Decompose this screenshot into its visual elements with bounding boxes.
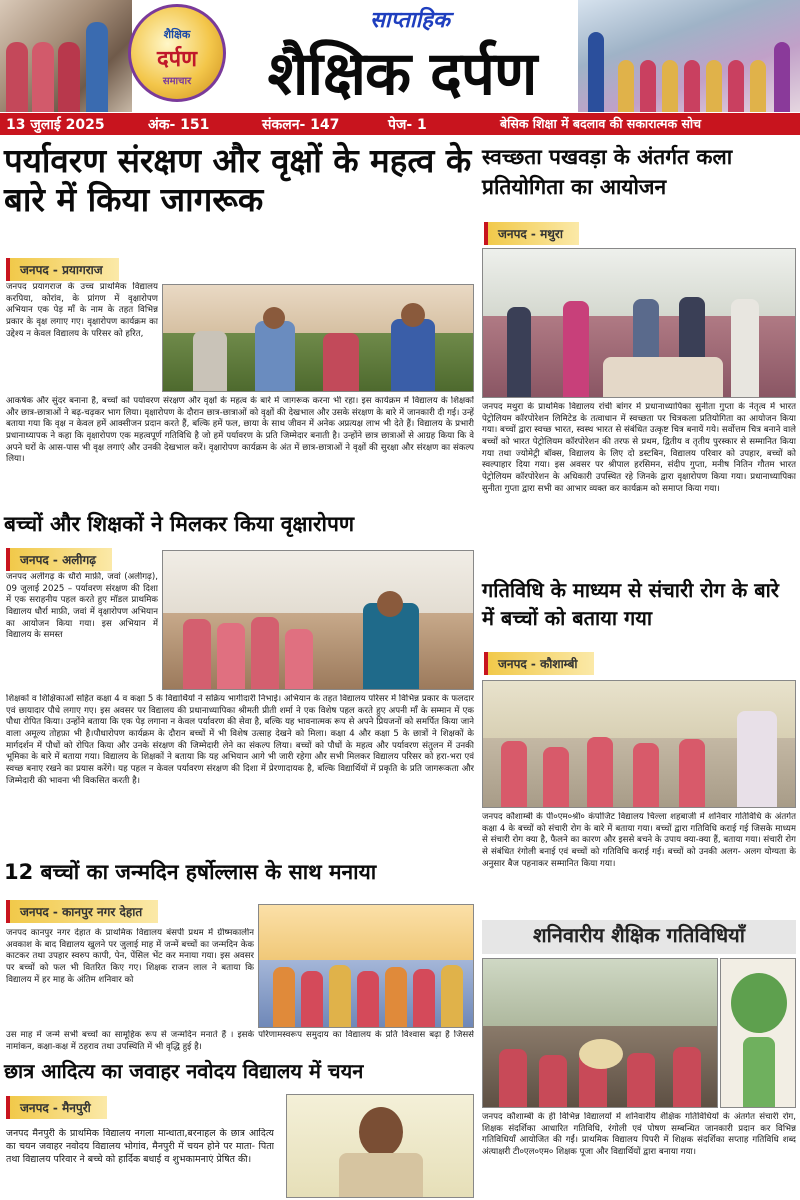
photo-mathura <box>482 248 796 398</box>
left-column <box>0 140 478 1200</box>
headline-saturday: शनिवारीय शैक्षिक गतिविधियाँ <box>533 923 745 947</box>
photo-aligarh <box>162 550 474 690</box>
logo-line1: शैक्षिक <box>163 28 191 41</box>
masthead <box>0 0 800 112</box>
tag-prayagraj: जनपद - प्रयागराज <box>6 258 119 281</box>
text-mainpuri: जनपद मैनपुरी के प्राथमिक विद्यालय नगला मान्धाता,बरनाहल के छात्र आदित्य का चयन जवाहर नवोदय विद्यालय भोगांव, मैनपुरी में चयन होने पर माता- पिता तथा विद्यालय परिवार ने बच्चे को हार्दिक बधाई व शुभकामनाएं प्रेषित की। <box>6 1128 274 1165</box>
section-bar-saturday <box>482 920 796 954</box>
text-kaushambi: जनपद कौशाम्बी के पी०एम०श्री० कंपोजिट विद्यालय चिल्ला शहबाजी में शनिवार गतिविधि के अंतर्गत कक्षा 4 के बच्चों को संचारी रोग के बारे में बताया गया। बच्चों द्वारा गतिविधि कराई गई जिसके माध्यम से संचारी रोग क्या है, फैलने का कारण और इससे बचने के उपाय क्या-क्या हैं, बताया गया। संचारी रोग से संबंधित रंगोली बनाई एवं बच्चों को गतिविधि कराई गई। बच्चों को उनकी अलग- अलग योग्यता के अनुसार बैज पहनाकर सम्मानित किया गया। <box>482 812 796 869</box>
text-saturday: जनपद कौशाम्बी के ही विभिन्न विद्यालयों में शनिवारीय शैक्षिक गतिविधियों के अंतर्गत संचारी रोग, शिक्षक संदर्शिका आधारित गतिविधि, रंगोली एवं पोषण सम्बन्धित जानकारी प्रदान कर विभिन्न गतिविधियाँ आयोजित की गईं। प्राथमिक विद्यालय पिपरी में शिक्षक संदर्शिका सप्ताह गतिविधि शब्द अंत्याक्षरी टी०एल०एम० शिक्षक पूजा और विद्यार्थियों द्वारा बनाया गया। <box>482 1112 796 1158</box>
photo-saturday <box>482 958 718 1108</box>
headline-aligarh: बच्चों और शिक्षकों ने मिलकर किया वृक्षारोपण <box>4 512 355 536</box>
tagline: बेसिक शिक्षा में बदलाव की सकारात्मक सोच <box>500 116 702 131</box>
right-column <box>480 140 800 1200</box>
masthead-title: शैक्षिक दर्पण <box>267 39 537 109</box>
tag-mainpuri: जनपद - मैनपुरी <box>6 1096 107 1119</box>
headline-mathura: स्वच्छता पखवड़ा के अंतर्गत कला प्रतियोगिता का आयोजन <box>482 145 733 200</box>
headline-kaushambi: गतिविधि के माध्यम से संचारी रोग के बारे में बच्चों को बताया गया <box>482 578 779 630</box>
text-prayagraj-side: जनपद प्रयागराज के उच्च प्राथमिक विद्यालय करपिया, कोरांव, के प्रांगण में वृक्षारोपण अभियान एक पेड़ माँ के नाम के तहत विभिन्न प्रकार के वृक्ष लगाए गए। वृक्षारोपण कार्यक्रम का उद्देश्य न केवल विद्यालय के परिसर को हरित, <box>6 282 158 339</box>
text-kanpur: उस माह में जन्मे सभी बच्चों का सामूहिक रूप से जन्मदिन मनाते हैं । इसके परिणामस्वरूप समुदाय का विद्यालय के प्रति विश्वास बढ़ा है जिससे नामांकन, कक्षा-कक्ष में ठहराव तथा उपस्थिति में भी वृद्धि हुई है। <box>6 1030 474 1052</box>
photo-mainpuri <box>286 1094 474 1198</box>
logo-line2: दर्पण <box>156 46 198 72</box>
tag-kanpur: जनपद - कानपुर नगर देहात <box>6 900 158 923</box>
issue-number: अंक- 151 <box>148 117 210 133</box>
photo-kanpur <box>258 904 474 1028</box>
text-mathura: जनपद मथुरा के प्राथमिक विद्यालय रांची बांगर में प्रधानाध्यापिका सुनीता गुप्ता के नेतृत्व में भारत पेट्रोलियम कॉरपोरेशन लिमिटेड के तत्वाधान में स्वच्छता पर चित्रकला प्रतियोगिता का आयोजन किया गया। बच्चों द्वारा स्वच्छ भारत, स्वस्थ भारत से संबंधित उत्कृष्ट चित्र बनायें गये। सर्वोत्तम चित्र बनाने वाले बच्चों को भारत पेट्रोलियम कॉरपोरेशन की तरफ से प्रथम, द्वितीय व तृतीय पुरस्कार से सम्मानित किया गया तथा ज्योमेट्री बॉक्स, विद्यालय के लिए दो डस्टबिन, विद्यालय परिवार को उपहार, बच्चों को स्वल्पाहार दिया गया। इस अवसर पर श्रीपाल हरसिमन, संदीप गुप्ता, मनीष नितिन गौतम भारत पेट्रोलियम कॉरपोरेशन के अधिकारी उपस्थित रहे जिनके द्वारा वृक्षारोपण किया गया। प्रधानाध्यापिका सुनीता गुप्ता द्वारा सभी का आभार व्यक्त कर कार्यक्रम को समाप्त किया गया। <box>482 402 796 494</box>
info-bar <box>0 113 800 135</box>
logo-badge <box>128 4 226 102</box>
masthead-photo-left <box>0 0 132 112</box>
photo-prayagraj <box>162 284 474 392</box>
text-prayagraj: आकर्षक और सुंदर बनाना है, बच्चों को पर्यावरण संरक्षण और वृक्षों के महत्व के बारे में जागरूक करना भी रहा। इस कार्यक्रम में विद्यालय के शिक्षकों और छात्र-छात्राओं ने बढ़-चढ़कर भाग लिया। वृक्षारोपण के दौरान छात्र-छात्राओं को वृक्षों की देखभाल और उसके संरक्षण के बारे में जानकारी दी गई। उन्हें बताया गया कि वृक्ष न केवल हमें आक्सीजन प्रदान करते हैं, बल्कि हमें फल, छाया के साथ जीवन में अनेक अप्रत्यक्ष लाभ भी देते हैं। विद्यालय के प्रभारी प्रधानाध्यापक ने कहा कि वृक्षारोपण एक महत्वपूर्ण गतिविधि है जो हमें पर्यावरण के प्रति जिम्मेदार बनाती है। उन्होंने छात्र छात्राओं से आग्रह किया कि वे अपने घरों के आस-पास भी वृक्ष लगाएं और उनकी देखभाल करें। वृक्षारोपण कार्यक्रम के अंत में छात्र-छात्राओं ने वृक्षों की सुरक्षा और संरक्षण का संकल्प लिया। <box>6 396 474 465</box>
text-kanpur-side: जनपद कानपुर नगर देहात के प्राथमिक विद्यालय बंसपी प्रथम में ग्रीष्मकालीन अवकाश के बाद विद्यालय खुलने पर जुलाई माह में जन्में बच्चों का जन्मदिन केक काटकर तथा उपहार स्वरुप कापी, पेन, पेंसिल भेंट कर मनाया गया। इस अवसर पर बच्चों को फल भी वितरित किए गए। शिक्षक राजन लाल ने बताया कि विद्यालय में हर माह के अंतिम शनिवार को <box>6 928 254 985</box>
photo-saturday-tlm <box>720 958 796 1108</box>
compilation-number: संकलन- 147 <box>262 117 340 133</box>
tag-aligarh: जनपद - अलीगढ़ <box>6 548 112 571</box>
tag-kaushambi: जनपद - कौशाम्बी <box>484 652 594 675</box>
headline-prayagraj: पर्यावरण संरक्षण और वृक्षों के महत्व के बारे में किया जागरूक <box>4 141 472 219</box>
headline-mainpuri: छात्र आदित्य का जवाहर नवोदय विद्यालय में चयन <box>4 1059 364 1083</box>
masthead-weekly: साप्ताहिक <box>370 8 450 33</box>
headline-kanpur: 12 बच्चों का जन्मदिन हर्षोल्लास के साथ मनाया <box>4 860 377 884</box>
text-aligarh: शिक्षकों व शिक्षिकाओं सहित कक्षा 4 व कक्षा 5 के विद्यार्थियों ने सक्रिय भागीदारी निभाई। अभियान के तहत विद्यालय परिसर में विभिन्न प्रकार के फलदार एवं छायादार पौधे लगाए गए। इस अवसर पर विद्यालय की प्रधानाध्यापिका श्रीमती प्रीती शर्मा ने एक विशेष पहल करते हुए अपनी माँ के सम्मान में एक पौधा रोपित किया। उन्होंने बताया कि एक पेड़ लगाना न केवल पर्यावरण की सेवा है, बल्कि यह भावनात्मक रूप से अपने प्रियजनों को समर्पित किया जाने वाला अमूल्य तोहफ़ा भी है।पौधारोपण कार्यक्रम के दौरान बच्चों में भी विशेष उत्साह देखने को मिला। कक्षा 4 और कक्षा 5 के छात्रों ने शिक्षकों के मार्गदर्शन में पौधों को रोपित किया और उनके संरक्षण की जिम्मेदारी लेने का संकल्प लिया। बच्चों को पौधों के महत्व और पर्यावरण संतुलन में उनकी भूमिका के बारे में बताया गया। विद्यालय के शिक्षकों ने बताया कि यह अभियान आगे भी जारी रहेगा और सभी मिलकर विद्यालय परिसर को हरा-भरा एवं स्वच्छ बनाए रखने का प्रयास करेंगे। यह पहल न केवल पर्यावरण संरक्षण की दिशा में प्रेरणादायक है, बल्कि विद्यार्थियों में प्रकृति के प्रति जागरूकता और जिम्मेदारी की भावना भी विकसित करती है। <box>6 694 474 786</box>
photo-kaushambi <box>482 680 796 808</box>
page-number: पेज- 1 <box>388 117 427 133</box>
text-aligarh-side: जनपद अलीगढ़ के धौर्रा माफ़ी, जवां (अलीगढ़), 09 जुलाई 2025 – पर्यावरण संरक्षण की दिशा में एक सराहनीय पहल करते हुए मॉडल प्राथमिक विद्यालय धौर्रा माफ़ी, जवां में वृक्षारोपण अभियान का आयोजन किया गया। इस अभियान में विद्यालय के समस्त <box>6 572 158 641</box>
masthead-photo-right <box>578 0 800 112</box>
issue-date: 13 जुलाई 2025 <box>6 117 105 133</box>
logo-line3: समाचार <box>162 76 192 87</box>
tag-mathura: जनपद - मथुरा <box>484 222 579 245</box>
